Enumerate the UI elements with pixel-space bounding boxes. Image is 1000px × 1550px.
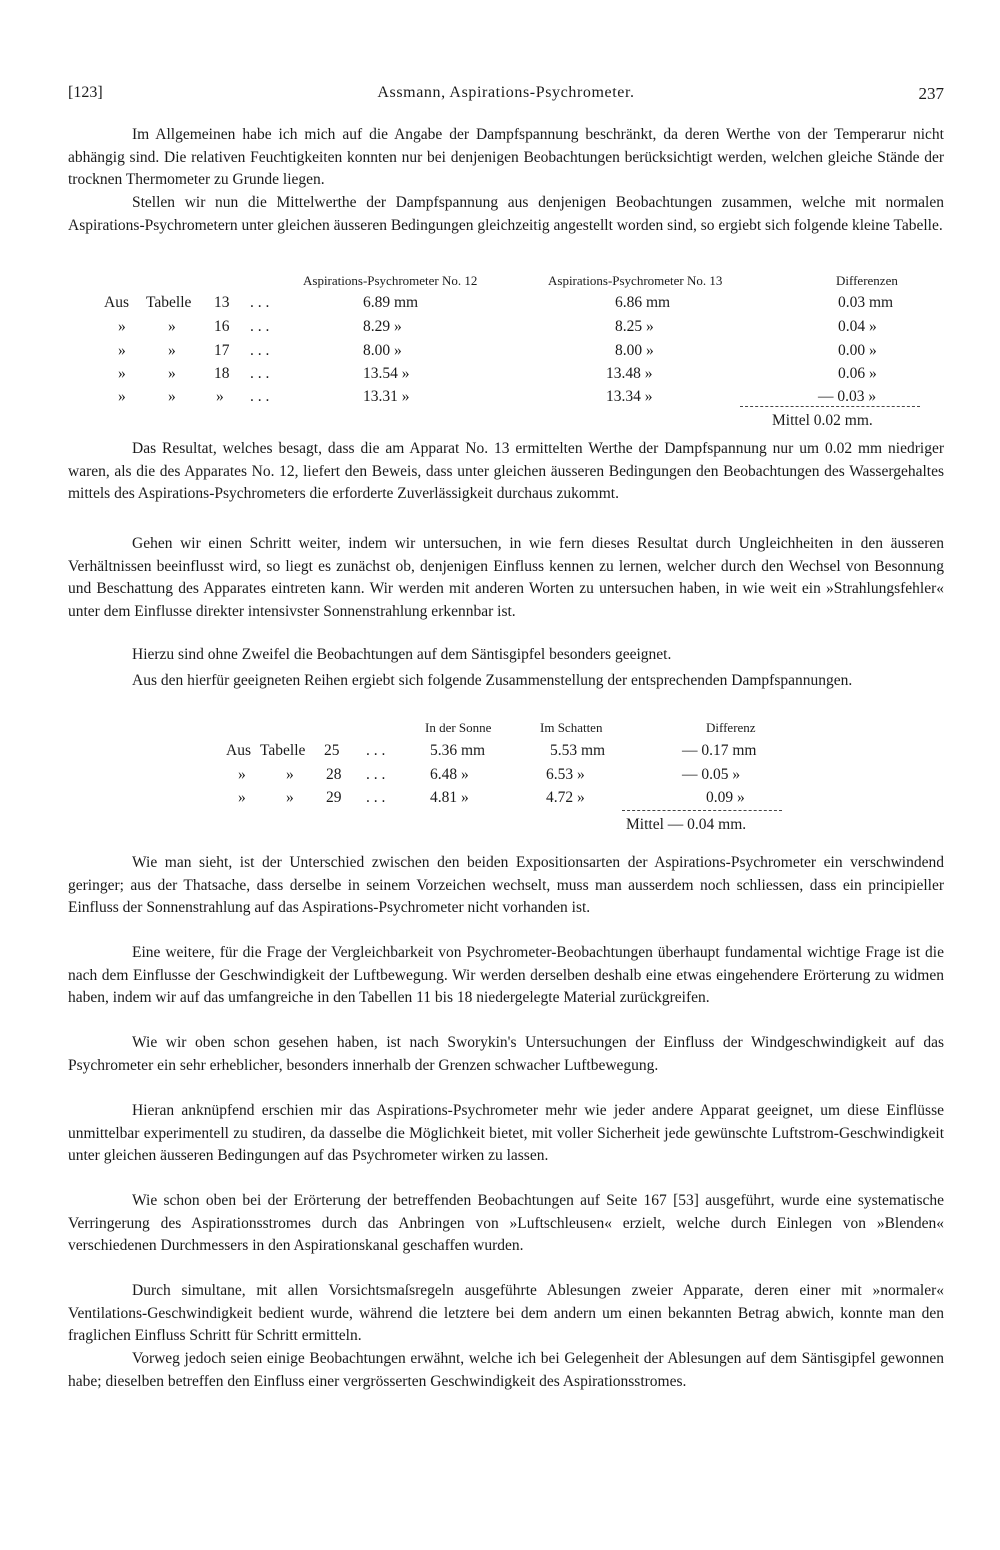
value-no12: 6.89 mm: [363, 294, 419, 311]
table2-mean: Mittel — 0.04 mm.: [626, 816, 747, 833]
row-leader-dots: . . .: [250, 318, 270, 335]
value-sun: 5.36 mm: [430, 742, 486, 759]
row-leader-dots: . . .: [250, 342, 270, 359]
table1-mean: Mittel 0.02 mm.: [772, 412, 873, 429]
paragraph-3: Das Resultat, welches besagt, dass die am Apparat No. 13 ermittelten Werthe der Dampfspannung nur um 0.02 mm niedriger waren, als die des Apparates No. 12, liefert den Beweis, dass unter gleichen äusseren Bedingungen den Beobachtungen des Wassergehaltes mittels des Aspirations-Psychrometers die erforderte Zuverlässigkeit durchaus zukommt.: [68, 440, 944, 502]
row-leader-dots: . . .: [250, 388, 270, 405]
row-label-word: Tabelle: [260, 742, 306, 759]
value-no12: 13.54 »: [363, 365, 410, 382]
value-sun: 4.81 »: [430, 789, 469, 806]
row-leader-dots: . . .: [366, 789, 386, 806]
running-header: [68, 84, 944, 108]
paragraph-6: Aus den hierfür geeigneten Reihen ergiebt sich folgende Zusammenstellung der entsprechenden Dampfspannungen.: [132, 672, 853, 689]
page-number: 237: [918, 84, 944, 103]
row-label-word: »: [286, 789, 294, 806]
row-label-number: »: [216, 388, 224, 405]
row-label-word: »: [168, 365, 176, 382]
paragraph-5: Hierzu sind ohne Zweifel die Beobachtungen auf dem Säntisgipfel besonders geeignet.: [132, 646, 672, 663]
table1-header-col2: Aspirations-Psychrometer No. 13: [548, 273, 723, 288]
header-title: Assmann, Aspirations-Psychrometer.: [377, 84, 635, 101]
row-label-prefix: »: [118, 342, 126, 359]
value-difference: 0.00 »: [838, 342, 877, 359]
value-no12: 8.00 »: [363, 342, 402, 359]
row-label-number: 18: [214, 365, 230, 382]
table2-header-col3: Differenz: [706, 720, 756, 735]
paragraph-1: Im Allgemeinen habe ich mich auf die Angabe der Dampfspannung beschränkt, da deren Werthe von der Temperarur nicht abhängig sind. Die relativen Feuchtigkeiten konnten nur bei denjenigen Beobachtungen berücksichtigt werden, welchen gleiche Stände der trocknen Thermometer zu Grunde liegen.: [68, 126, 944, 188]
value-no12: 13.31 »: [363, 388, 410, 405]
row-label-number: 13: [214, 294, 230, 311]
table2-header-col1: In der Sonne: [425, 720, 492, 735]
row-label-number: 16: [214, 318, 230, 335]
paragraph-10: Hieran anknüpfend erschien mir das Aspirations-Psychrometer mehr wie jeder andere Apparat geeignet, um diese Einflüsse unmittelbar experimentell zu studiren, da dasselbe die Möglichkeit bietet, mit voller Sicherheit jede gewünschte Luftstrom-Geschwindigkeit unter gleichen äusseren Bedingungen auf das Psychrometer wirken zu lassen.: [68, 1102, 944, 1164]
value-no13: 8.25 »: [615, 318, 654, 335]
paragraph-2: Stellen wir nun die Mittelwerthe der Dampfspannung aus denjenigen Beobachtungen zusammen, welche mit normalen Aspirations-Psychrometern unter gleichen äusseren Bedingungen gleichzeitig angestellt worden sind, so ergiebt sich folgende kleine Tabelle.: [68, 194, 944, 234]
row-label-prefix: »: [118, 388, 126, 405]
value-difference: — 0.03 »: [818, 388, 877, 405]
row-leader-dots: . . .: [250, 365, 270, 382]
value-no13: 13.48 »: [606, 365, 653, 382]
paragraph-7: Wie man sieht, ist der Unterschied zwischen den beiden Expositionsarten der Aspirations-Psychrometer ein verschwindend geringer; aus der Thatsache, dass derselbe in seinem Vorzeichen wechselt, muss man ausserdem noch schliessen, dass ein principieller Einfluss der Sonnenstrahlung auf das Aspirations-Psychrometer nicht vorhanden ist.: [68, 854, 944, 916]
table2-header-col2: Im Schatten: [540, 720, 603, 735]
paragraph-12: Durch simultane, mit allen Vorsichtsmaſsregeln ausgeführte Ablesungen zweier Apparate, deren einer mit »normaler« Ventilations-Geschwindigkeit bedient wurde, während die letztere bei dem andern um einen bekannten Betrag abwich, konnte man den fraglichen Einfluss Schritt für Schritt ermitteln.: [68, 1282, 944, 1344]
row-label-number: 17: [214, 342, 230, 359]
row-leader-dots: . . .: [366, 766, 386, 783]
row-label-number: 29: [326, 789, 342, 806]
row-label-prefix: »: [238, 766, 246, 783]
row-label-word: »: [168, 318, 176, 335]
row-label-prefix: »: [118, 365, 126, 382]
sum-rule: [740, 406, 920, 407]
row-label-word: Tabelle: [146, 294, 192, 311]
value-shade: 6.53 »: [546, 766, 585, 783]
row-label-number: 28: [326, 766, 342, 783]
row-label-word: »: [286, 766, 294, 783]
row-leader-dots: . . .: [366, 742, 386, 759]
row-label-prefix: Aus: [226, 742, 251, 759]
row-label-prefix: »: [118, 318, 126, 335]
value-difference: 0.06 »: [838, 365, 877, 382]
row-leader-dots: . . .: [250, 294, 270, 311]
row-label-prefix: Aus: [104, 294, 129, 311]
value-no13: 6.86 mm: [615, 294, 671, 311]
value-shade: 5.53 mm: [550, 742, 606, 759]
value-difference: 0.03 mm: [838, 294, 894, 311]
row-label-word: »: [168, 342, 176, 359]
value-difference: — 0.05 »: [682, 766, 741, 783]
header-section-number: [123]: [68, 84, 103, 101]
value-shade: 4.72 »: [546, 789, 585, 806]
value-no13: 13.34 »: [606, 388, 653, 405]
value-difference: 0.09 »: [706, 789, 745, 806]
value-difference: 0.04 »: [838, 318, 877, 335]
paragraph-9: Wie wir oben schon gesehen haben, ist nach Sworykin's Untersuchungen der Einfluss der Windgeschwindigkeit auf das Psychrometer ein sehr erheblicher, besonders innerhalb der Grenzen schwacher Luftbewegung.: [68, 1034, 944, 1074]
value-no12: 8.29 »: [363, 318, 402, 335]
table1-header-col1: Aspirations-Psychrometer No. 12: [303, 273, 478, 288]
row-label-word: »: [168, 388, 176, 405]
value-no13: 8.00 »: [615, 342, 654, 359]
table1-header-col3: Differenzen: [836, 273, 898, 288]
sum-rule: [622, 810, 782, 811]
row-label-prefix: »: [238, 789, 246, 806]
paragraph-4: Gehen wir einen Schritt weiter, indem wir untersuchen, in wie fern dieses Resultat durch Ungleichheiten in den äusseren Verhältnissen beeinflusst wird, so liegt es zunächst ob, denjenigen Einfluss kennen zu lernen, welcher durch den Wechsel von Besonnung und Beschattung des Apparates eintreten kann. Wir werden mit anderen Worten zu untersuchen haben, in wie weit ein »Strahlungsfehler« unter dem Einflusse direkter intensivster Sonnenstrahlung erkennbar ist.: [68, 535, 944, 620]
paragraph-13: Vorweg jedoch seien einige Beobachtungen erwähnt, welche ich bei Gelegenheit der Ablesungen auf dem Säntisgipfel gewonnen habe; dieselben betreffen den Einfluss einer vergrösserten Geschwindigkeit des Aspirationsstromes.: [68, 1350, 944, 1390]
paragraph-8: Eine weitere, für die Frage der Vergleichbarkeit von Psychrometer-Beobachtungen überhaupt fundamental wichtige Frage ist die nach dem Einflusse der Geschwindigkeit der Luftbewegung. Wir werden derselben deshalb eine etwas eingehendere Erörterung zu widmen haben, indem wir auf das umfangreiche in den Tabellen 11 bis 18 niedergelegte Material zurückgreifen.: [68, 944, 944, 1006]
value-sun: 6.48 »: [430, 766, 469, 783]
row-label-number: 25: [324, 742, 340, 759]
value-difference: — 0.17 mm: [682, 742, 757, 759]
paragraph-11: Wie schon oben bei der Erörterung der betreffenden Beobachtungen auf Seite 167 [53] ausgeführt, wurde eine systematische Verringerung des Aspirationsstromes durch das Anbringen von »Luftschleusen« erzielt, welche durch Einlegen von »Blenden« verschiedenen Durchmessers in den Aspirationskanal geschaffen wurden.: [68, 1192, 944, 1254]
